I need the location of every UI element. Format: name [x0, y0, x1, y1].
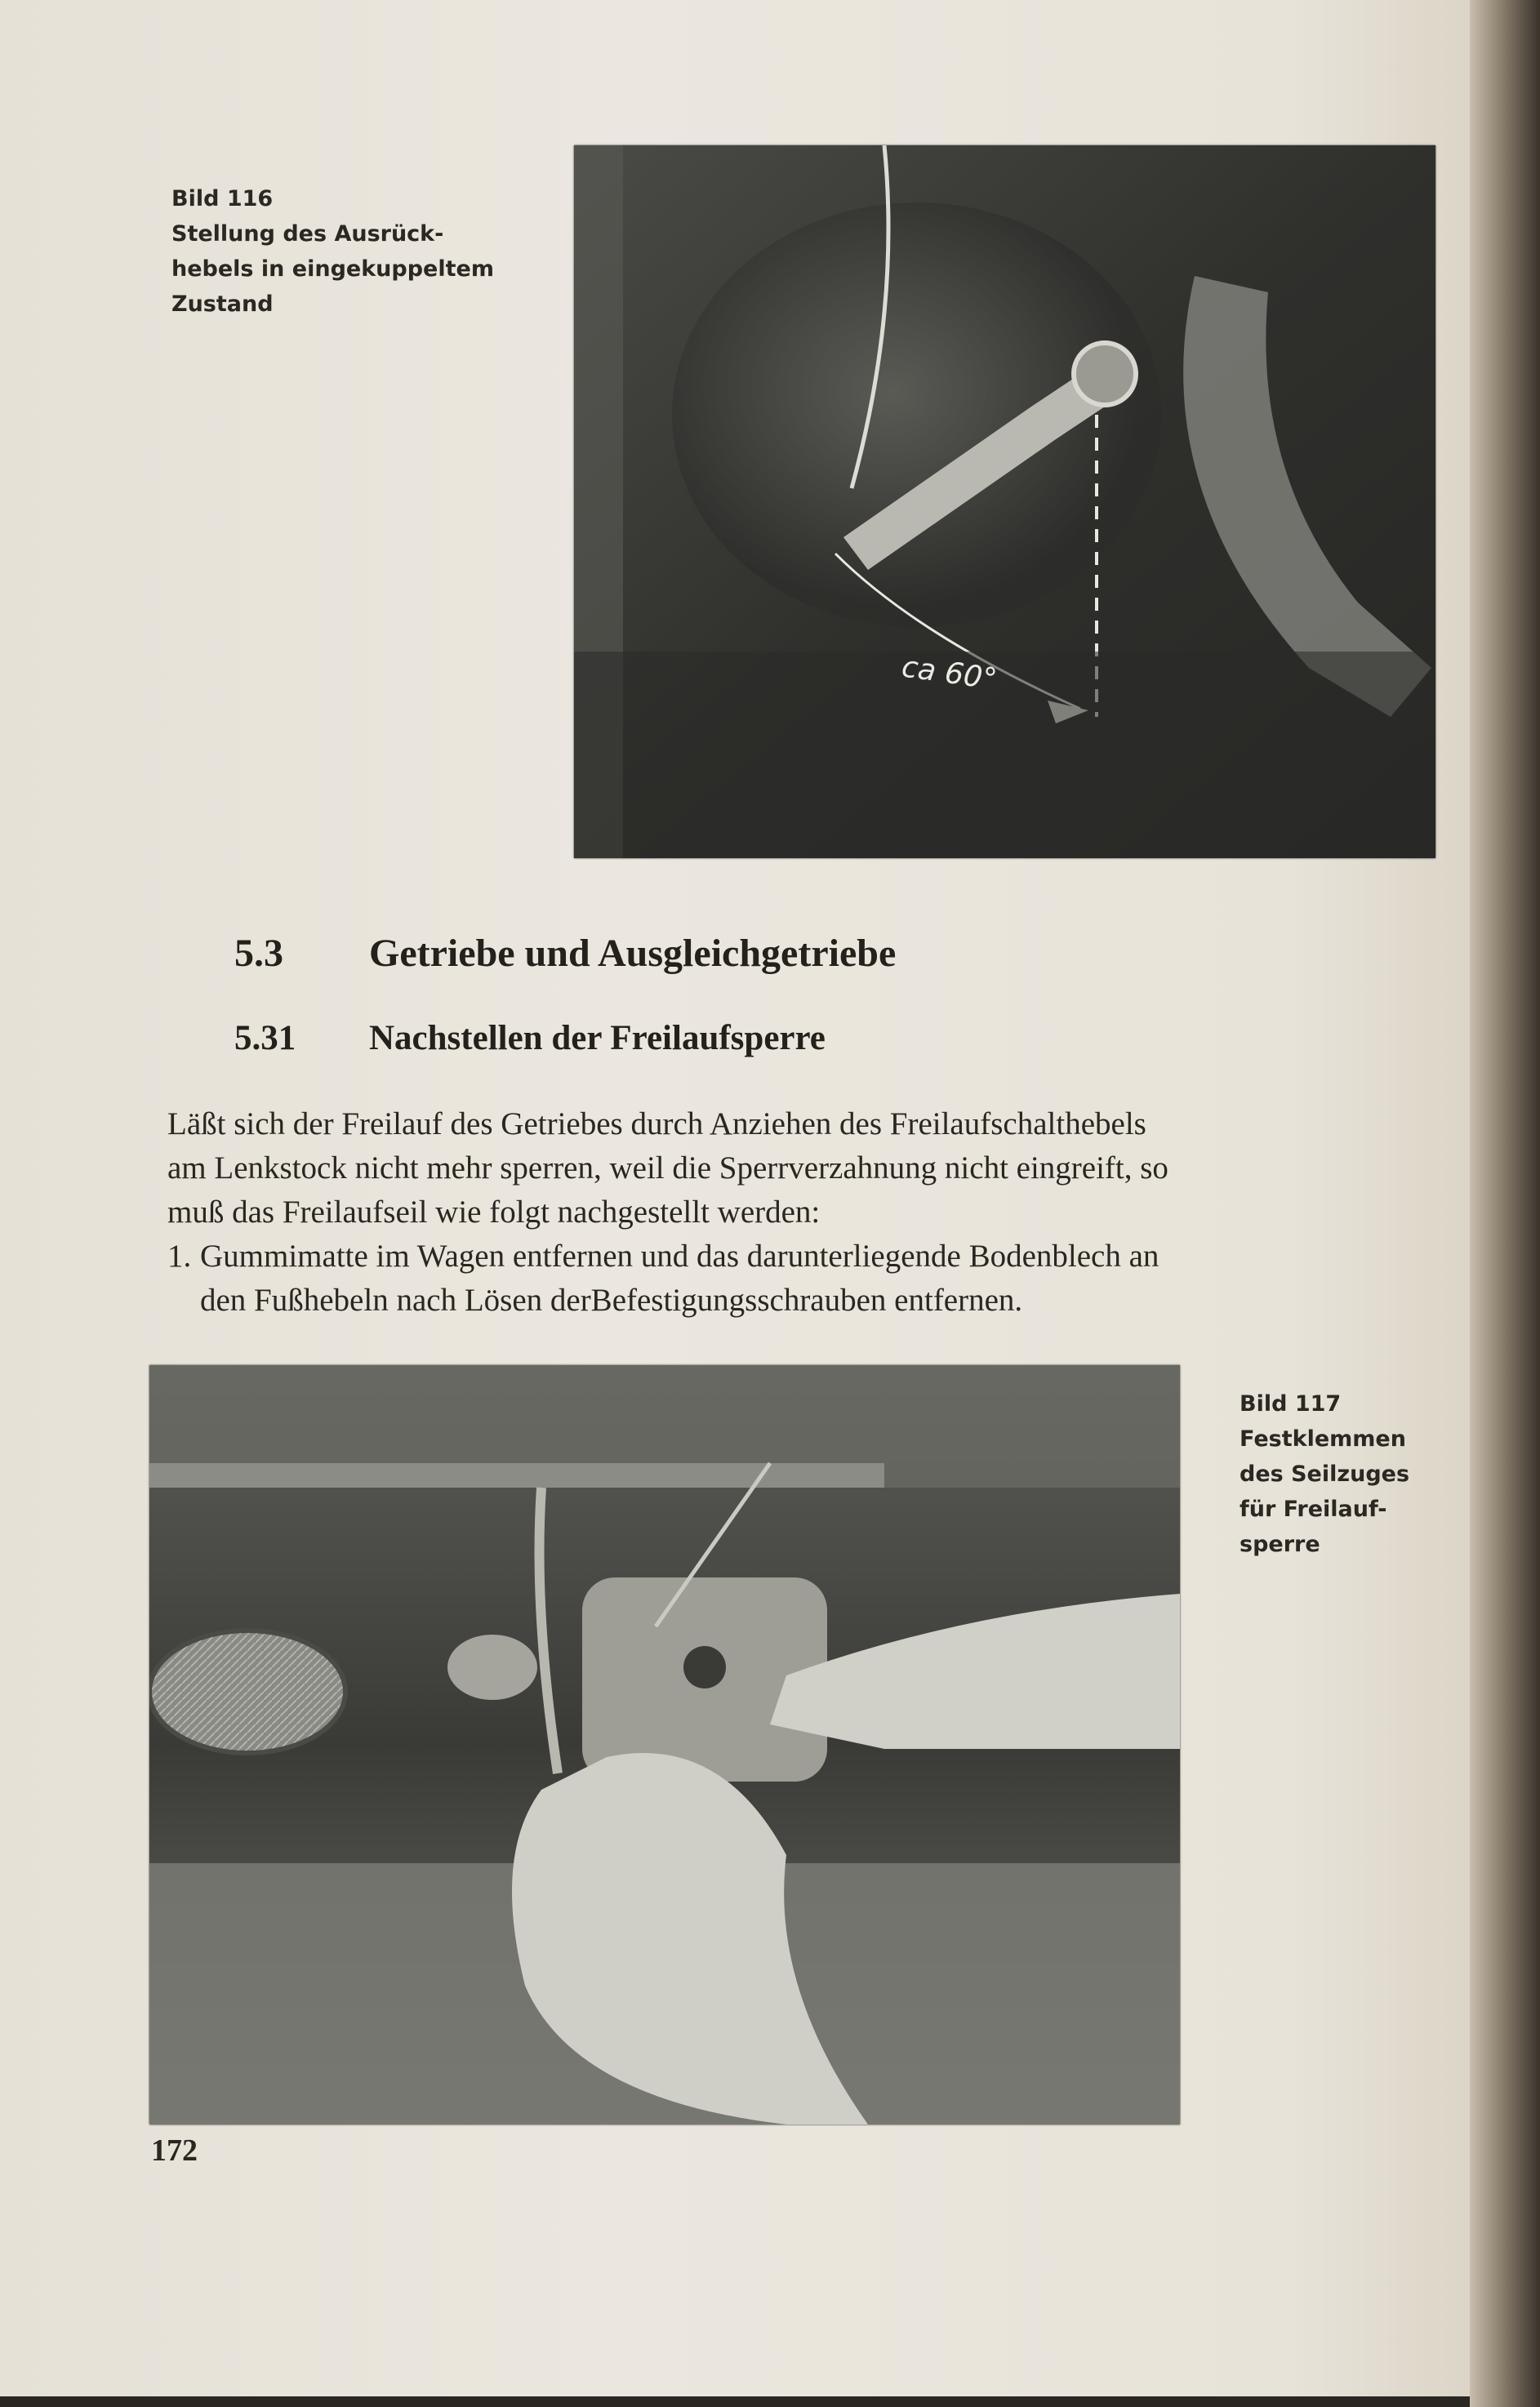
figure-117-caption [1240, 1386, 1460, 1562]
list-item-number: 1. [167, 1239, 192, 1274]
angle-label: ca 60° [899, 650, 999, 697]
paragraph-line: am Lenkstock nicht mehr sperren, weil die Sperrverzahnung nicht eingreift, so [167, 1150, 1168, 1186]
figure-117-number: Bild 117 [1240, 1391, 1342, 1417]
list-item-line: Gummimatte im Wagen entfernen und das darunterliegende Bodenblech an [200, 1239, 1159, 1274]
subsection-title: Nachstellen der Freilaufsperre [369, 1019, 826, 1057]
section-number: 5.3 [234, 932, 283, 975]
figure-116-caption-line: Zustand [171, 291, 274, 317]
figure-116-caption-line: hebels in eingekuppeltem [171, 256, 494, 282]
figure-117-caption-line: sperre [1240, 1532, 1320, 1557]
page-number: 172 [151, 2133, 198, 2168]
paragraph-line: Läßt sich der Freilauf des Getriebes durch Anziehen des Freilaufschalthebels [167, 1106, 1146, 1141]
clutch-lever-photo [574, 145, 1435, 858]
cable-clamp-photo [149, 1365, 1180, 2124]
section-title: Getriebe und Ausgleichgetriebe [369, 932, 897, 975]
figure-116-photo [574, 145, 1435, 858]
subsection-number: 5.31 [234, 1019, 296, 1057]
figure-116-number: Bild 116 [171, 186, 274, 211]
list-item-text [200, 1235, 1437, 1323]
book-gutter-shadow [1470, 0, 1540, 2407]
figure-116-caption-line: Stellung des Ausrück- [171, 221, 444, 247]
figure-117-caption-line: Festklemmen [1240, 1426, 1406, 1452]
figure-117-caption-line: des Seilzuges [1240, 1462, 1410, 1487]
list-item [167, 1235, 1437, 1324]
figure-116-caption [171, 181, 531, 322]
subsection-heading [234, 1018, 1296, 1064]
figure-117-photo [149, 1365, 1180, 2124]
section-heading [234, 931, 1296, 980]
body-paragraph [167, 1102, 1437, 1235]
paragraph-line: muß das Freilaufseil wie folgt nachgestellt werden: [167, 1195, 821, 1230]
list-item-line: den Fußhebeln nach Lösen derBefestigungsschrauben entfernen. [200, 1283, 1023, 1318]
figure-117-caption-line: für Freilauf- [1240, 1497, 1387, 1522]
